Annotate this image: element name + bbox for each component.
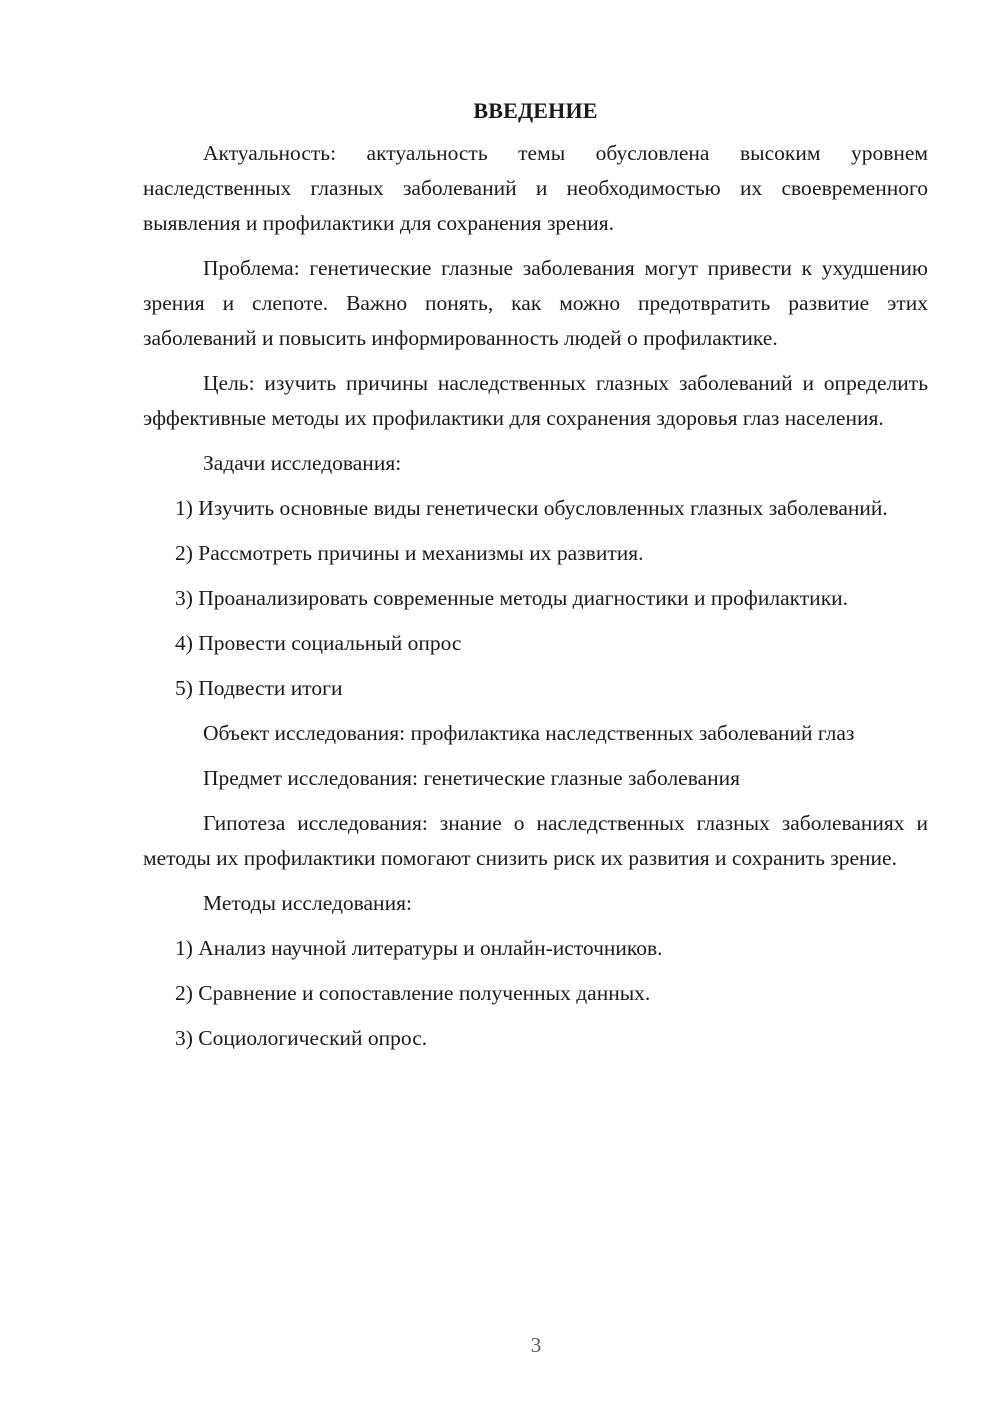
paragraph-object: Объект исследования: профилактика наследственных заболеваний глаз [203, 721, 855, 745]
paragraph-problem: Проблема: генетические глазные заболевания могут привести к ухудшению зрения и слепоте. Важно понять, как можно предотвратить развитие этих заболеваний и повысить информированность людей о профилактике. [143, 256, 928, 350]
list-item-method-2: 2) Сравнение и сопоставление полученных данных. [175, 981, 651, 1005]
paragraph-relevance: Актуальность: актуальность темы обусловлена высоким уровнем наследственных глазных заболеваний и необходимостью их своевременного выявления и профилактики для сохранения зрения. [143, 141, 928, 235]
section-title: ВВЕДЕНИЕ [473, 98, 598, 123]
paragraph-methods-heading: Методы исследования: [203, 891, 412, 915]
page-content [143, 96, 928, 1056]
list-item-method-3: 3) Социологический опрос. [175, 1026, 428, 1050]
paragraph-tasks-heading: Задачи исследования: [203, 451, 402, 475]
paragraph-goal: Цель: изучить причины наследственных глазных заболеваний и определить эффективные методы их профилактики для сохранения здоровья глаз населения. [143, 371, 928, 430]
list-item-task-5: 5) Подвести итоги [175, 676, 343, 700]
list-item-task-2: 2) Рассмотреть причины и механизмы их развития. [175, 541, 644, 565]
list-item-task-1: 1) Изучить основные виды генетически обусловленных глазных заболеваний. [175, 496, 888, 520]
list-item-task-3: 3) Проанализировать современные методы диагностики и профилактики. [175, 586, 849, 610]
list-item-task-4: 4) Провести социальный опрос [175, 631, 462, 655]
paragraph-hypothesis: Гипотеза исследования: знание о наследственных глазных заболеваниях и методы их профилактики помогают снизить риск их развития и сохранить зрение. [143, 811, 928, 870]
list-item-method-1: 1) Анализ научной литературы и онлайн-источников. [175, 936, 663, 960]
page-number: 3 [530, 1333, 542, 1357]
paragraph-subject: Предмет исследования: генетические глазные заболевания [203, 766, 741, 790]
